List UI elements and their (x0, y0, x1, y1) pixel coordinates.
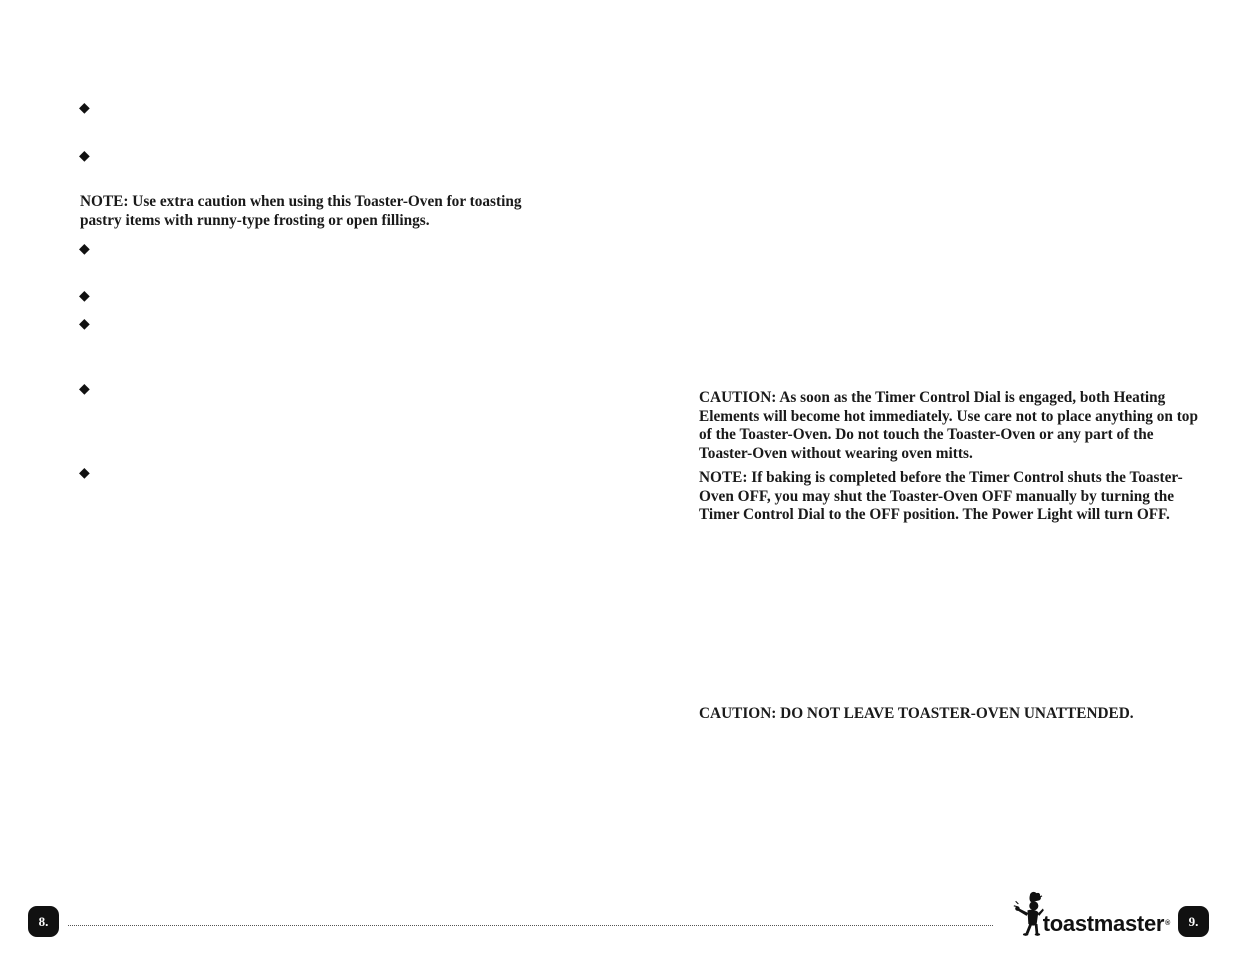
brand-wordmark: toastmaster® (1042, 911, 1170, 936)
bullet-marker: ◆ (79, 148, 90, 164)
bullet-marker: ◆ (79, 288, 90, 304)
note-baking-completed: NOTE: If baking is completed before the Timer Control shuts the Toaster-Oven OFF, you may shut the Toaster-Oven OFF manually by turning the Timer Control Dial to the OFF position. The Power Light will turn OFF. (699, 469, 1183, 524)
caution-heating-elements: CAUTION: As soon as the Timer Control Dial is engaged, both Heating Elements will become hot immediately. Use care not to place anything on top of the Toaster-Oven. Do not touch the Toaster-Oven or any part of the Toaster-Oven without wearing oven mitts. (699, 389, 1198, 463)
bullet-marker: ◆ (79, 241, 90, 257)
bullet-marker: ◆ (79, 381, 90, 397)
page-number-right: 9. (1178, 906, 1209, 937)
chef-mascot-icon (1012, 888, 1045, 940)
note-pastry-caution: NOTE: Use extra caution when using this Toaster-Oven for toasting pastry items with runny-type frosting or open fillings. (80, 193, 522, 229)
brand-logo (1012, 888, 1170, 940)
bullet-marker: ◆ (79, 100, 90, 116)
bullet-marker: ◆ (79, 316, 90, 332)
caution-unattended: CAUTION: DO NOT LEAVE TOASTER-OVEN UNATTENDED. (699, 705, 1134, 722)
bullet-marker: ◆ (79, 465, 90, 481)
footer-dotted-rule (68, 925, 993, 926)
page-number-left: 8. (28, 906, 59, 937)
